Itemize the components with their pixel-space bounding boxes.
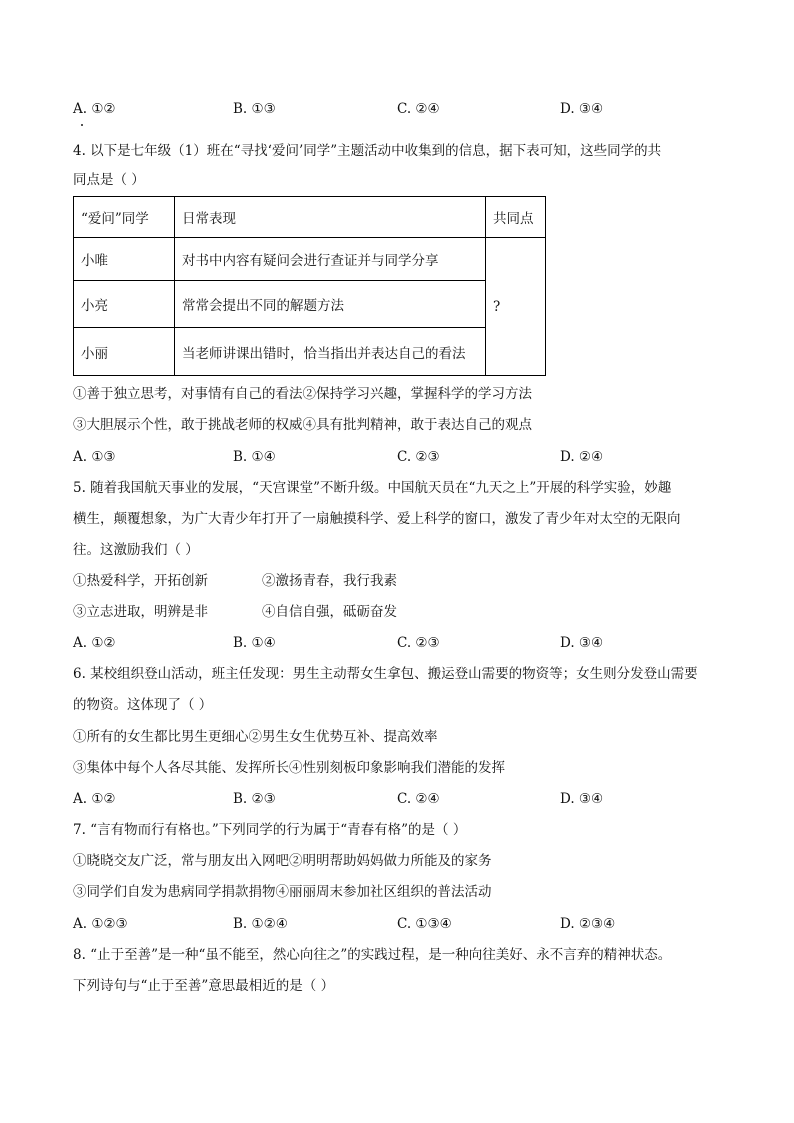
- q5-statement-1: ①热爱科学，开拓创新: [73, 573, 208, 589]
- option-b: B. ①②④: [233, 916, 288, 932]
- table-row: [74, 328, 546, 376]
- q8-stem-line1: 8. “止于至善”是一种“虽不能至，然心向往之”的实践过程，是一种向往美好、永不言弃的精神状态。: [73, 947, 672, 963]
- option-b: B. ②③: [233, 791, 276, 807]
- option-c: C. ②③: [397, 449, 440, 465]
- option-a: A. ①③: [73, 449, 116, 465]
- option-d: D. ③④: [560, 791, 604, 807]
- q6-stem-line1: 6. 某校组织登山活动，班主任发现：男生主动帮女生拿包、搬运登山需要的物资等；女生则分发登山需要: [73, 666, 698, 682]
- option-b: B. ①④: [233, 449, 276, 465]
- option-d: D. ②③④: [560, 916, 616, 932]
- common-cell: ?: [486, 238, 546, 376]
- q5-stem-line2: 横生，颠覆想象，为广大青少年打开了一扇触摸科学、爱上科学的窗口，激发了青少年对太空的无限向: [73, 511, 681, 527]
- stray-mark: [81, 124, 83, 126]
- q4-statements-line1: ①善于独立思考，对事情有自己的看法②保持学习兴趣，掌握科学的学习方法: [73, 386, 532, 402]
- header-cell: “爱问”同学: [74, 197, 175, 238]
- option-d: D. ②④: [560, 449, 604, 465]
- option-a: A. ①②: [73, 635, 116, 651]
- name-cell: 小亮: [74, 281, 175, 328]
- header-cell: 日常表现: [175, 197, 486, 238]
- option-a: A. ①②③: [73, 916, 128, 932]
- q5-statement-2: ②激扬青春，我行我素: [262, 573, 397, 589]
- q6-options: [73, 789, 673, 809]
- q5-stem-line3: 往。这激励我们（ ）: [73, 542, 199, 558]
- q6-stem-line2: 的物资。这体现了（ ）: [73, 697, 213, 713]
- option-d: D. ③④: [560, 635, 604, 651]
- q7-stem-line1: 7. “言有物而行有格也。”下列同学的行为属于“青春有格”的是（ ）: [73, 822, 467, 838]
- option-b: B. ①③: [233, 101, 276, 117]
- q7-options: [73, 914, 673, 934]
- q5-options: [73, 633, 673, 653]
- q4-stem-line1: 4. 以下是七年级（1）班在“寻找‘爱问’同学”主题活动中收集到的信息，据下表可知，这些同学的共: [73, 143, 662, 159]
- name-cell: 小唯: [74, 238, 175, 281]
- q6-statements-line1: ①所有的女生都比男生更细心②男生女生优势互补、提高效率: [73, 729, 438, 745]
- option-c: C. ②③: [397, 635, 440, 651]
- q6-statements-line2: ③集体中每个人各尽其能、发挥所长④性别刻板印象影响我们潜能的发挥: [73, 760, 505, 776]
- q8-stem-line2: 下列诗句与“止于至善”意思最相近的是（ ）: [73, 978, 335, 994]
- q5-statement-3: ③立志进取，明辨是非: [73, 604, 208, 620]
- q4-statements-line2: ③大胆展示个性，敢于挑战老师的权威④具有批判精神，敢于表达自己的观点: [73, 417, 532, 433]
- behavior-cell: 当老师讲课出错时，恰当指出并表达自己的看法: [175, 328, 486, 376]
- option-a: A. ①②: [73, 791, 116, 807]
- q4-table: [73, 196, 546, 376]
- option-c: C. ①③④: [397, 916, 452, 932]
- option-b: B. ①④: [233, 635, 276, 651]
- option-a: A. ①②: [73, 101, 116, 117]
- behavior-cell: 对书中内容有疑问会进行查证并与同学分享: [175, 238, 486, 281]
- q4-stem-line2: 同点是（ ）: [73, 172, 145, 188]
- option-d: D. ③④: [560, 101, 604, 117]
- q5-stem-line1: 5. 随着我国航天事业的发展，“天宫课堂”不断升级。中国航天员在“九天之上”开展的科学实验，妙趣: [73, 480, 672, 496]
- option-c: C. ②④: [397, 101, 440, 117]
- q3-options: [73, 99, 673, 119]
- q7-statements-line1: ①晓晓交友广泛，常与朋友出入网吧②明明帮助妈妈做力所能及的家务: [73, 853, 492, 869]
- header-cell: 共同点: [486, 197, 546, 238]
- table-row: [74, 281, 546, 328]
- behavior-cell: 常常会提出不同的解题方法: [175, 281, 486, 328]
- table-row: [74, 238, 546, 281]
- q4-options: [73, 447, 673, 467]
- option-c: C. ②④: [397, 791, 440, 807]
- q5-statement-4: ④自信自强，砥砺奋发: [262, 604, 397, 620]
- q7-statements-line2: ③同学们自发为患病同学捐款捐物④丽丽周末参加社区组织的普法活动: [73, 884, 492, 900]
- table-header-row: [74, 197, 546, 238]
- name-cell: 小丽: [74, 328, 175, 376]
